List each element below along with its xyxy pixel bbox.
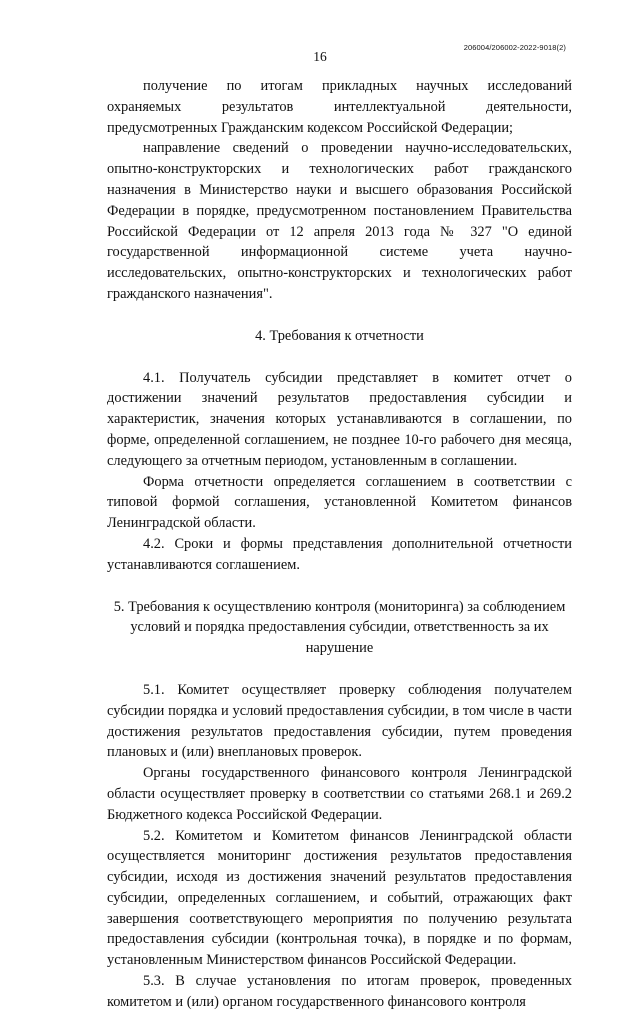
spacer (107, 347, 572, 368)
paragraph-4-2: 4.2. Сроки и формы представления дополнительной отчетности устанавливаются соглашением. (107, 535, 572, 573)
spacer (107, 659, 572, 680)
section-heading-5: 5. Требования к осуществлению контроля (мониторинга) за соблюдением условий и порядка предоставления субсидии, ответственность за их нарушение (113, 598, 566, 657)
paragraph-5-3: 5.3. В случае установления по итогам проверок, проведенных комитетом и (или) органом государственного финансового контроля (107, 973, 572, 1010)
document-code: 206004/206002-2022-9018(2) (463, 43, 566, 52)
paragraph-4-1: 4.1. Получатель субсидии представляет в комитет отчет о достижении значений результатов предоставления субсидии и характеристик, значения которых устанавливаются в соглашении, по форме, определенной соглашением, не позднее 10-го рабочего дня месяца, следующего за отчетным периодом, установленным в соглашении. (107, 369, 572, 469)
body-text (107, 76, 572, 1013)
paragraph-results-ip: получение по итогам прикладных научных исследований охраняемых результатов интеллектуальной деятельности, предусмотренных Гражданским кодексом Российской Федерации; (107, 78, 572, 136)
spacer (107, 576, 572, 597)
paragraph-5-2: 5.2. Комитетом и Комитетом финансов Ленинградской области осуществляется мониторинг достижения результатов предоставления субсидии, исходя из достижения значений результатов предоставления субсидии, определенных соглашением, и событий, отражающих факт завершения соответствующего мероприятия по получению результата предоставления субсидии (контрольная точка), в порядке и по формам, установленным Министерством финансов Российской Федерации. (107, 827, 572, 969)
paragraph-report-form: Форма отчетности определяется соглашением в соответствии с типовой формой соглашения, установленной Комитетом финансов Ленинградской области. (107, 473, 572, 532)
paragraph-5-1: 5.1. Комитет осуществляет проверку соблюдения получателем субсидии порядка и условий предоставления субсидии, в том числе в части достижения результатов предоставления субсидии, путем проведения плановых и (или) внеплановых проверок. (107, 681, 572, 761)
paragraph-information-submission: направление сведений о проведении научно-исследовательских, опытно-конструкторских и технологических работ гражданского назначения в Министерство науки и высшего образования Российской Федерации в порядке, предусмотренном постановлением Правительства Российской Федерации от 12 апреля 2013 года № 327 "О единой государственной информационной системе учета научно-исследовательских, опытно-конструкторских и технологических работ гражданского назначения". (107, 140, 572, 302)
page-number: 16 (313, 49, 327, 64)
paragraph-financial-control: Органы государственного финансового контроля Ленинградской области осуществляет проверку в соответствии со статьями 268.1 и 269.2 Бюджетного кодекса Российской Федерации. (107, 765, 572, 823)
section-heading-4: 4. Требования к отчетности (255, 327, 424, 344)
spacer (107, 305, 572, 326)
